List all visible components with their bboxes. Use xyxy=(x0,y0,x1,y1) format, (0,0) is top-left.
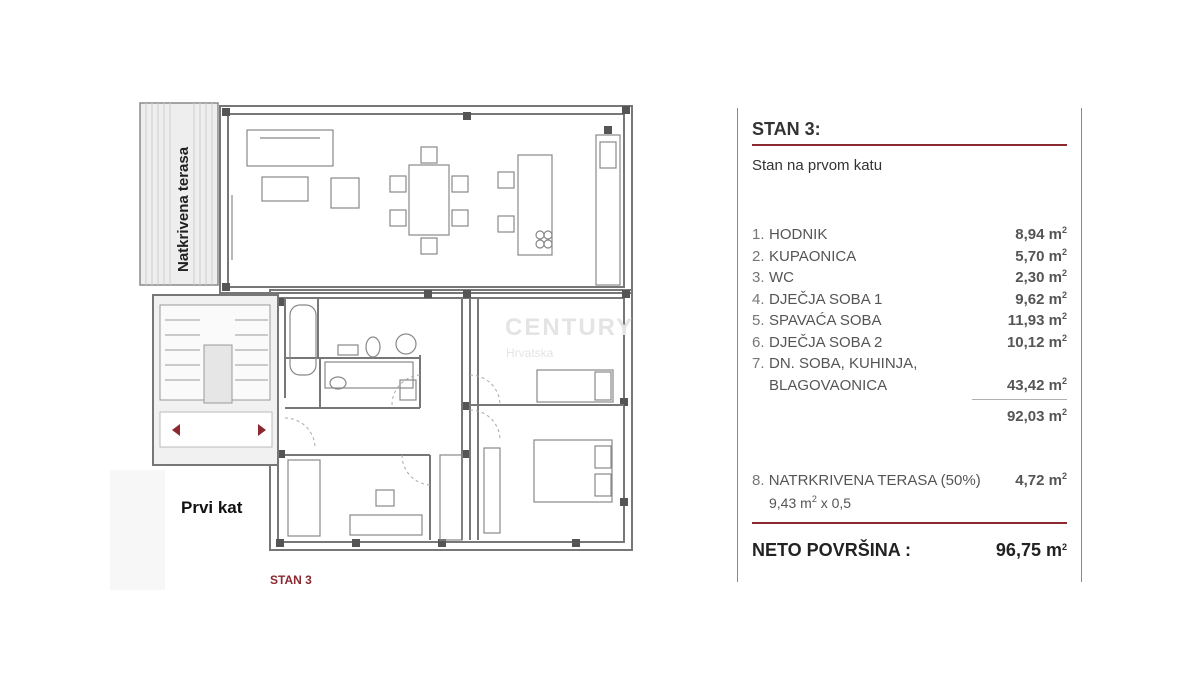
subtotal-sup: 2 xyxy=(1061,407,1067,417)
net-area-number: 96,75 m xyxy=(995,540,1062,560)
watermark-sub: Hrvatska xyxy=(506,346,554,360)
room-label: DJEČJA SOBA 2 xyxy=(769,333,883,351)
net-area-sup: 2 xyxy=(1061,542,1067,552)
room-area-number: 43,42 m xyxy=(1006,376,1062,394)
room-area xyxy=(1007,377,1067,394)
room-area-number: 9,62 m xyxy=(1015,290,1062,308)
terrace-calc-sup: 2 xyxy=(811,494,817,504)
floor-label-bg xyxy=(110,470,165,590)
terrace-calc xyxy=(769,495,969,511)
terrace-value xyxy=(1015,472,1067,489)
unit-title: STAN 3: xyxy=(752,119,821,139)
door-swings xyxy=(285,375,500,485)
room-num: 3. xyxy=(752,269,765,286)
room-area-number: 11,93 m xyxy=(1007,312,1062,329)
title-divider xyxy=(752,144,1067,146)
room-area-sup: 2 xyxy=(1061,268,1067,278)
room-label: SPAVAĆA SOBA xyxy=(769,312,882,329)
living-furniture xyxy=(232,130,620,285)
right-border xyxy=(1081,108,1082,582)
room-label: BLAGOVAONICA xyxy=(769,376,888,394)
room-num: 2. xyxy=(752,247,765,265)
room-area-number: 8,94 m xyxy=(1015,226,1062,243)
net-area-value xyxy=(996,540,1067,561)
room-num: 1. xyxy=(752,226,765,243)
room-label: HODNIK xyxy=(769,226,828,243)
room-area-sup: 2 xyxy=(1061,311,1067,321)
terrace-calc-a: 9,43 m xyxy=(769,495,812,511)
terrace-value-number: 4,72 m xyxy=(1015,472,1062,489)
room-area-sup: 2 xyxy=(1061,289,1067,300)
terrace-calc-b: x 0,5 xyxy=(816,495,852,511)
terrace-value-sup: 2 xyxy=(1061,471,1067,481)
terrace-row xyxy=(752,472,1067,489)
net-divider xyxy=(752,522,1067,524)
room-num: 6. xyxy=(752,333,765,351)
room-area-sup: 2 xyxy=(1061,246,1067,257)
subtotal-divider xyxy=(972,399,1067,400)
room-area xyxy=(1008,312,1067,329)
room-row xyxy=(752,355,1067,372)
room-label: WC xyxy=(769,269,794,286)
room-num: 7. xyxy=(752,355,765,372)
area-table xyxy=(737,108,1082,582)
room-area-sup: 2 xyxy=(1061,225,1067,235)
room-area-number: 5,70 m xyxy=(1015,247,1062,265)
room-num: 5. xyxy=(752,312,765,329)
room-area xyxy=(1007,334,1067,351)
room-row xyxy=(752,291,1067,308)
room-area xyxy=(1015,269,1067,286)
staircase xyxy=(153,295,278,465)
bathroom-fixtures xyxy=(290,305,416,400)
room-label: KUPAONICA xyxy=(769,247,857,265)
room-row xyxy=(752,226,1067,243)
left-border xyxy=(737,108,738,582)
room-area xyxy=(1015,226,1067,243)
terrace-num: 8. xyxy=(752,472,765,489)
room-area-sup: 2 xyxy=(1061,375,1067,386)
room-row xyxy=(752,269,1067,286)
floor-label: Prvi kat xyxy=(181,498,243,517)
terrace-label: Natkrivena terasa xyxy=(175,146,192,272)
room-row xyxy=(752,312,1067,329)
room-row xyxy=(752,248,1067,265)
subtotal-value xyxy=(1007,408,1067,425)
unit-caption: STAN 3 xyxy=(270,573,312,587)
room-area xyxy=(1015,291,1067,308)
room-area-sup: 2 xyxy=(1061,332,1067,343)
room-area xyxy=(1015,248,1067,265)
terrace-label-text: NATRKRIVENA TERASA (50%) xyxy=(768,472,981,489)
room-row xyxy=(752,334,1067,351)
unit-subtitle: Stan na prvom katu xyxy=(752,157,883,174)
room-num: 4. xyxy=(752,290,765,308)
watermark: CENTURY xyxy=(505,314,635,341)
room-label: DN. SOBA, KUHINJA, xyxy=(769,355,918,372)
subtotal-number: 92,03 m xyxy=(1006,408,1062,425)
room-area-number: 10,12 m xyxy=(1006,333,1062,351)
net-area-label: NETO POVRŠINA : xyxy=(752,540,912,560)
room-label: DJEČJA SOBA 1 xyxy=(769,290,883,308)
room-area-number: 2,30 m xyxy=(1015,269,1062,286)
